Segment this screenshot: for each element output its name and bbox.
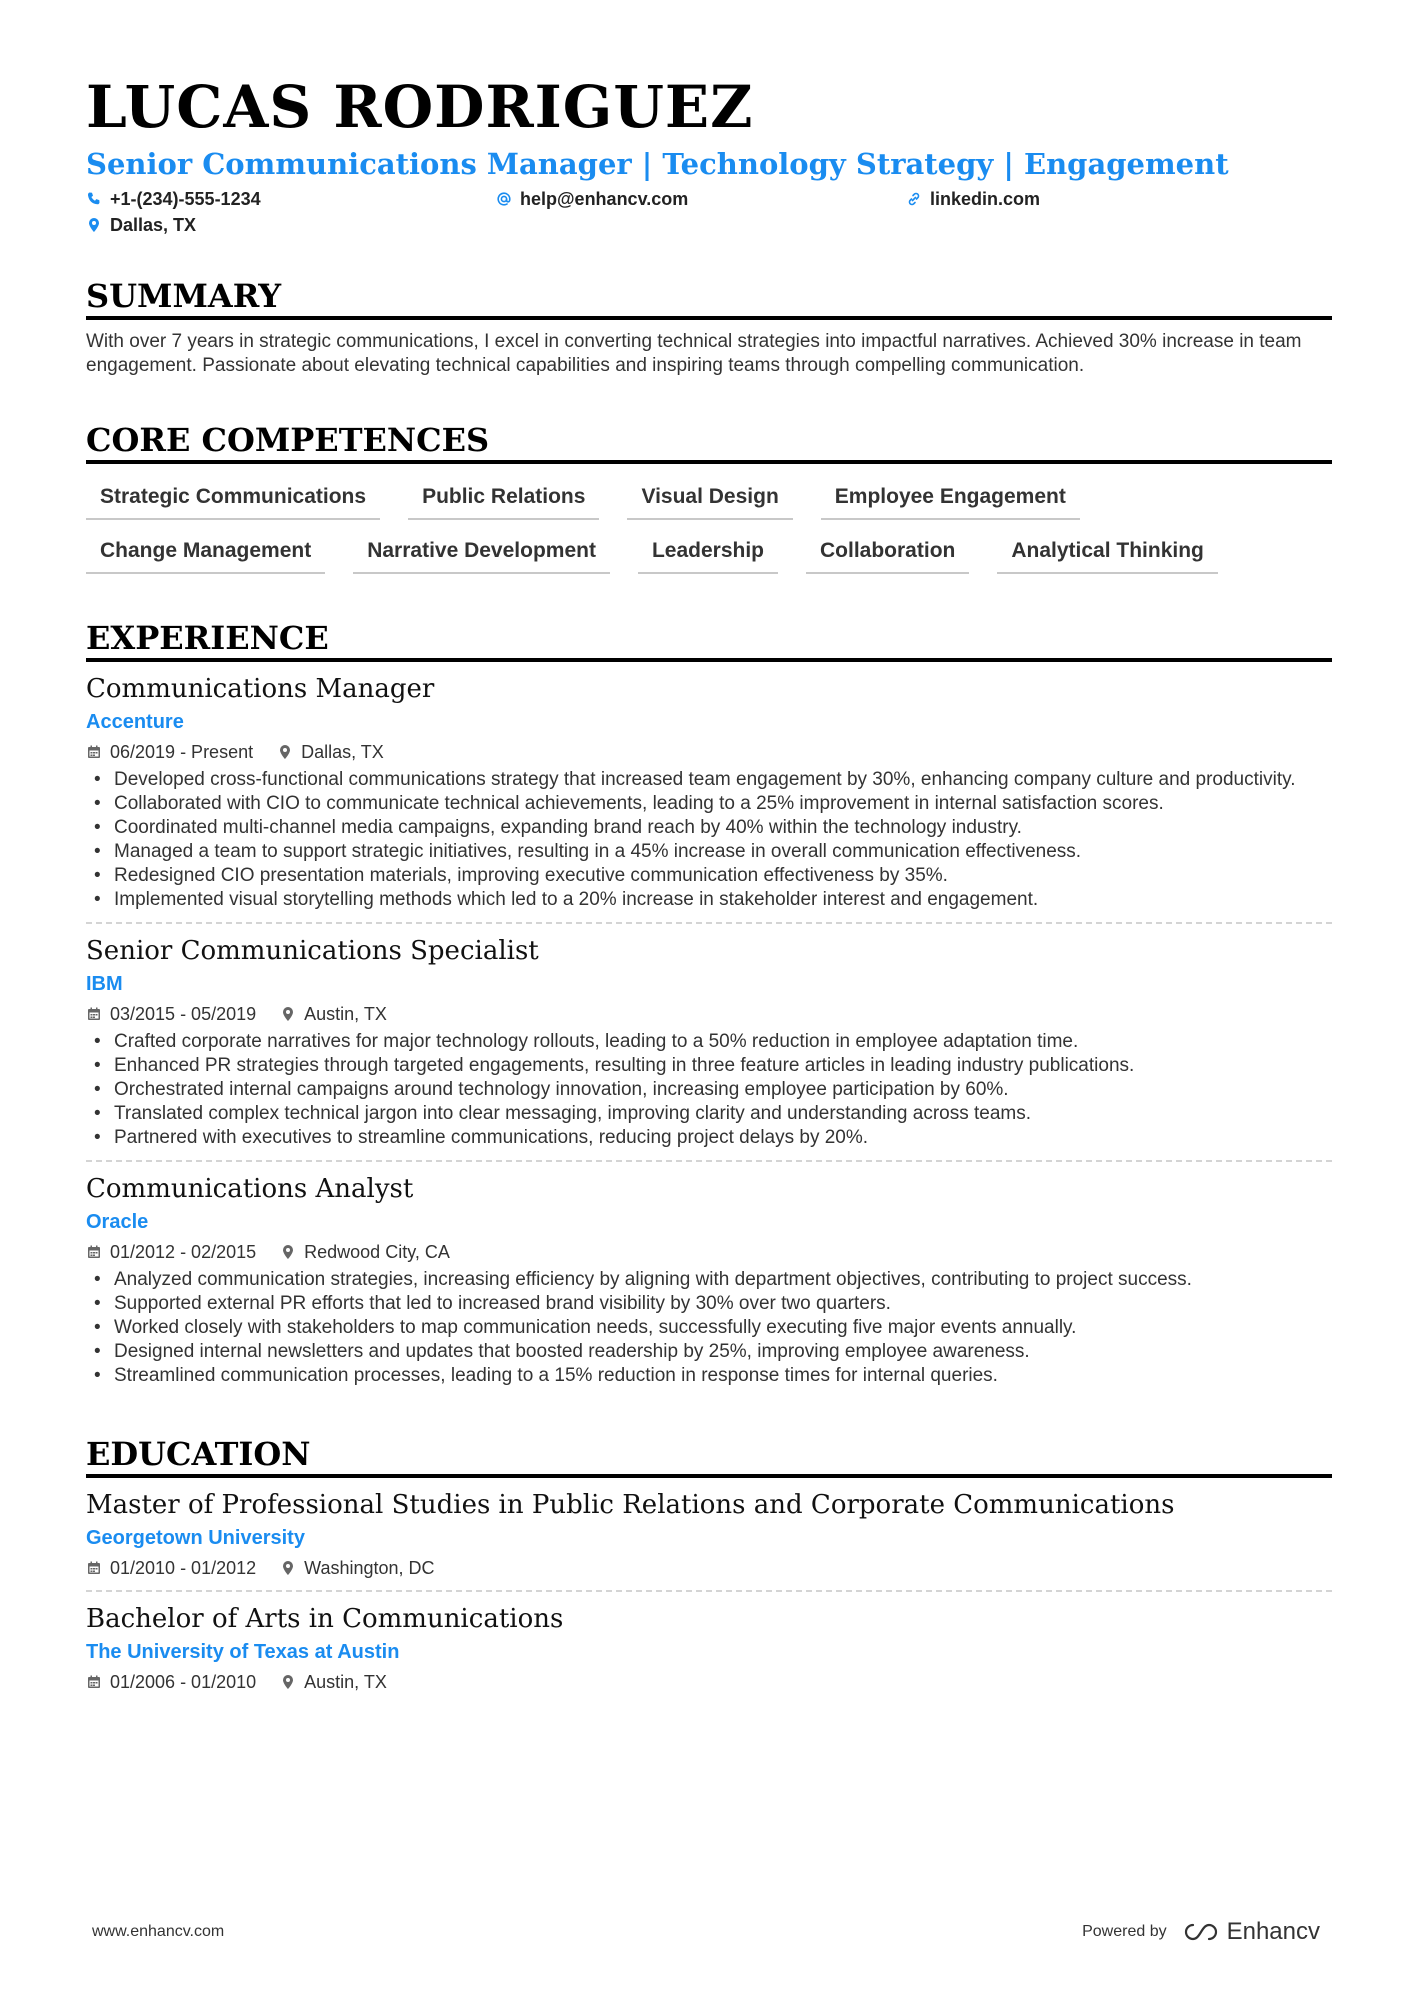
bullet-item: • Implemented visual storytelling methods which led to a 20% increase in stakeholder interest and engagement.: [86, 888, 1326, 912]
job-dates: [86, 1240, 256, 1264]
location-pin-icon: [280, 1674, 296, 1690]
bullet-item: • Designed internal newsletters and updates that boosted readership by 25%, improving employee awareness.: [86, 1340, 1326, 1364]
job-entry: [86, 924, 1332, 1162]
enhancv-logo-icon: [1179, 1921, 1219, 1943]
education-dates-text: 01/2006 - 01/2010: [110, 1672, 257, 1692]
education-location: [280, 1556, 434, 1580]
bullet-item: • Enhanced PR strategies through targeted engagements, resulting in three feature articles in leading industry publications.: [86, 1054, 1326, 1078]
competence-tag: Narrative Development: [353, 532, 610, 574]
job-entry: [86, 662, 1332, 924]
job-dates: [86, 740, 253, 764]
contact-row: [86, 186, 1332, 212]
competence-tag: Strategic Communications: [86, 478, 380, 520]
linkedin-link[interactable]: linkedin.com: [930, 189, 1041, 209]
competence-tag: Public Relations: [408, 478, 599, 520]
education-dates: [86, 1556, 256, 1580]
email-link[interactable]: help@enhancv.com: [520, 189, 689, 209]
job-bullets: [86, 768, 1332, 912]
education-meta: [86, 1670, 1332, 1694]
education-dates: [86, 1670, 256, 1694]
location-pin-icon: [277, 744, 293, 760]
contact-location: [86, 212, 1332, 238]
education-dates-text: 01/2010 - 01/2012: [110, 1558, 257, 1578]
calendar-icon: [86, 744, 102, 760]
job-meta: [86, 1240, 1332, 1264]
job-entry: [86, 1162, 1332, 1398]
job-dates-text: 01/2012 - 02/2015: [110, 1242, 257, 1262]
bullet-item: • Worked closely with stakeholders to map communication needs, successfully executing five major events annually.: [86, 1316, 1326, 1340]
calendar-icon: [86, 1560, 102, 1576]
competence-tag: Collaboration: [806, 532, 969, 574]
calendar-icon: [86, 1244, 102, 1260]
candidate-headline: Senior Communications Manager | Technology Strategy | Engagement: [86, 147, 1229, 181]
education-title: EDUCATION: [86, 1434, 1332, 1478]
company-name: Accenture: [86, 711, 184, 733]
summary-text: With over 7 years in strategic communications, I excel in converting technical strategies into impactful narratives. Achieved 30% increase in team engagement. Passionate about elevating technical capabilities and inspiring teams through compelling communication.: [86, 331, 1302, 376]
job-location-text: Dallas, TX: [301, 742, 384, 762]
enhancv-brand-text: Enhancv: [1226, 1918, 1320, 1945]
bullet-item: • Supported external PR efforts that led to increased brand visibility by 30% over two quarters.: [86, 1292, 1326, 1316]
job-location: [280, 1240, 450, 1264]
contact-email[interactable]: [496, 186, 906, 212]
summary-section: [86, 276, 1332, 378]
competence-tag: Employee Engagement: [821, 478, 1080, 520]
competence-tags: [86, 478, 1332, 574]
competences-title: CORE COMPETENCES: [86, 420, 1332, 464]
resume-page: [86, 72, 1332, 1704]
location-pin-icon: [86, 217, 102, 233]
at-icon: [496, 191, 512, 207]
job-meta: [86, 1002, 1332, 1026]
degree-title: Bachelor of Arts in Communications: [86, 1604, 564, 1634]
job-bullets: [86, 1268, 1332, 1388]
job-dates: [86, 1002, 256, 1026]
education-entry: [86, 1592, 1332, 1704]
powered-by: [1082, 1918, 1320, 1946]
bullet-item: • Analyzed communication strategies, increasing efficiency by aligning with department objectives, contributing to project success.: [86, 1268, 1326, 1292]
competence-tag: Change Management: [86, 532, 325, 574]
enhancv-brand[interactable]: [1179, 1918, 1320, 1946]
education-location: [280, 1670, 387, 1694]
school-name: The University of Texas at Austin: [86, 1641, 400, 1663]
education-location-text: Washington, DC: [304, 1558, 435, 1578]
bullet-item: • Managed a team to support strategic initiatives, resulting in a 45% increase in overall communication effectiveness.: [86, 840, 1326, 864]
education-entry: [86, 1478, 1332, 1592]
education-location-text: Austin, TX: [304, 1672, 387, 1692]
contact-linkedin[interactable]: [906, 186, 1040, 212]
company-name: Oracle: [86, 1211, 149, 1233]
competence-tag: Analytical Thinking: [997, 532, 1218, 574]
link-icon: [906, 191, 922, 207]
competence-tag: Visual Design: [627, 478, 792, 520]
job-title: Communications Analyst: [86, 1174, 414, 1204]
location-text: Dallas, TX: [110, 215, 197, 235]
page-footer: [92, 1918, 1320, 1946]
education-meta: [86, 1556, 1332, 1580]
degree-title: Master of Professional Studies in Public Relations and Corporate Communications: [86, 1490, 1175, 1520]
location-pin-icon: [280, 1006, 296, 1022]
bullet-item: • Coordinated multi-channel media campaigns, expanding brand reach by 40% within the technology industry.: [86, 816, 1326, 840]
calendar-icon: [86, 1006, 102, 1022]
phone-icon: [86, 191, 102, 207]
job-title: Communications Manager: [86, 674, 435, 704]
company-name: IBM: [86, 973, 123, 995]
bullet-item: • Developed cross-functional communications strategy that increased team engagement by 30%, enhancing company culture and productivity.: [86, 768, 1326, 792]
location-pin-icon: [280, 1244, 296, 1260]
competence-tag: Leadership: [638, 532, 778, 574]
experience-section: [86, 618, 1332, 1398]
bullet-item: • Partnered with executives to streamline communications, reducing project delays by 20%.: [86, 1126, 1326, 1150]
location-pin-icon: [280, 1560, 296, 1576]
contact-phone: [86, 186, 496, 212]
bullet-item: • Orchestrated internal campaigns around technology innovation, increasing employee participation by 60%.: [86, 1078, 1326, 1102]
competences-section: [86, 420, 1332, 574]
phone-text: +1-(234)-555-1234: [110, 189, 261, 209]
powered-by-label: Powered by: [1082, 1923, 1167, 1940]
bullet-item: • Crafted corporate narratives for major technology rollouts, leading to a 50% reduction in employee adaptation time.: [86, 1030, 1326, 1054]
job-location: [280, 1002, 387, 1026]
bullet-item: • Streamlined communication processes, leading to a 15% reduction in response times for internal queries.: [86, 1364, 1326, 1388]
job-dates-text: 06/2019 - Present: [110, 742, 254, 762]
bullet-item: • Translated complex technical jargon into clear messaging, improving clarity and understanding across teams.: [86, 1102, 1326, 1126]
bullet-item: • Redesigned CIO presentation materials, improving executive communication effectiveness by 35%.: [86, 864, 1326, 888]
job-location: [277, 740, 384, 764]
job-bullets: [86, 1030, 1332, 1150]
candidate-name: LUCAS RODRIGUEZ: [86, 73, 754, 141]
job-dates-text: 03/2015 - 05/2019: [110, 1004, 257, 1024]
resume-header: [86, 72, 1332, 238]
job-location-text: Austin, TX: [304, 1004, 387, 1024]
job-location-text: Redwood City, CA: [304, 1242, 450, 1262]
calendar-icon: [86, 1674, 102, 1690]
education-section: [86, 1434, 1332, 1704]
footer-website-link[interactable]: www.enhancv.com: [92, 1923, 225, 1940]
job-title: Senior Communications Specialist: [86, 936, 539, 966]
bullet-item: • Collaborated with CIO to communicate technical achievements, leading to a 25% improvement in internal satisfaction scores.: [86, 792, 1326, 816]
experience-title: EXPERIENCE: [86, 618, 1332, 662]
job-meta: [86, 740, 1332, 764]
summary-title: SUMMARY: [86, 276, 1332, 320]
school-name: Georgetown University: [86, 1527, 305, 1549]
